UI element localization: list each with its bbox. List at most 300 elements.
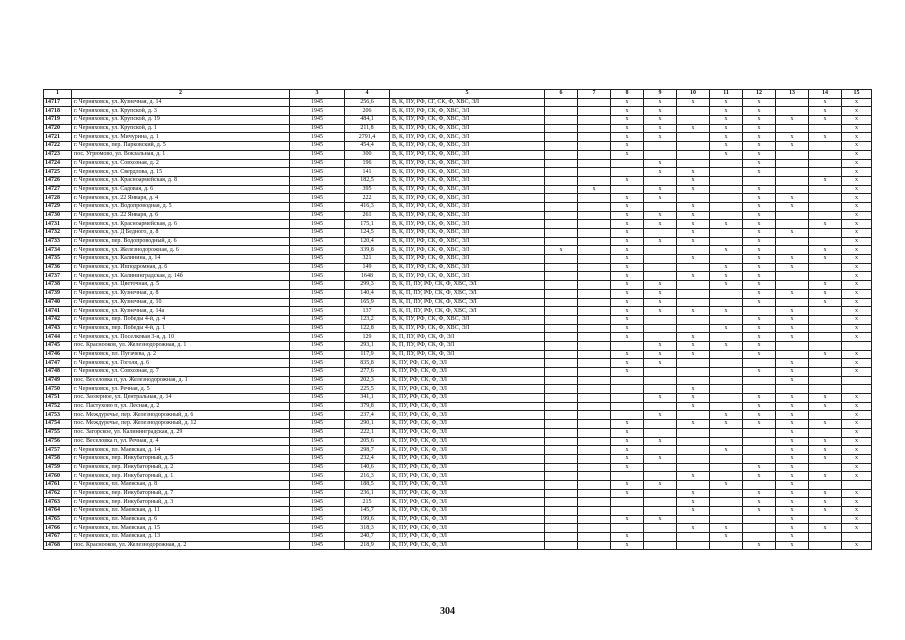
mark-cell bbox=[809, 185, 842, 194]
address-cell: пос. Междуречье, пер. Железнодорожный, д. 6 bbox=[72, 411, 290, 420]
address-cell: г. Черняховск, ул. Поселковая 3-я, д. 10 bbox=[72, 333, 290, 342]
table-row bbox=[44, 498, 872, 507]
mark-cell bbox=[578, 368, 611, 377]
mark-cell: x bbox=[644, 185, 677, 194]
mark-cell: x bbox=[842, 472, 872, 481]
year-cell: 1945 bbox=[290, 394, 345, 403]
mark-cell bbox=[809, 368, 842, 377]
mark-cell: x bbox=[776, 324, 809, 333]
address-cell: г. Черняховск, пер. Победы 4-й, д. 1 bbox=[72, 324, 290, 333]
mark-cell bbox=[545, 237, 578, 246]
mark-cell bbox=[776, 159, 809, 168]
mark-cell: x bbox=[743, 324, 776, 333]
mark-cell bbox=[677, 116, 710, 125]
mark-cell: x bbox=[611, 246, 644, 255]
mark-cell: x bbox=[743, 229, 776, 238]
area-cell: 232,4 bbox=[345, 454, 390, 463]
mark-cell: x bbox=[743, 463, 776, 472]
area-cell: 222,1 bbox=[345, 428, 390, 437]
mark-cell bbox=[710, 333, 743, 342]
mark-cell: x bbox=[743, 116, 776, 125]
row-id: 14728 bbox=[44, 194, 72, 203]
address-cell: г. Черняховск, ул. 22 Января, д. 4 bbox=[72, 194, 290, 203]
mark-cell bbox=[710, 159, 743, 168]
mark-cell: x bbox=[776, 307, 809, 316]
mark-cell: x bbox=[644, 515, 677, 524]
mark-cell bbox=[776, 220, 809, 229]
mark-cell bbox=[710, 368, 743, 377]
mark-cell: x bbox=[644, 281, 677, 290]
mark-cell bbox=[578, 211, 611, 220]
mark-cell bbox=[545, 307, 578, 316]
mark-cell bbox=[578, 281, 611, 290]
mark-cell bbox=[644, 472, 677, 481]
mark-cell: x bbox=[809, 133, 842, 142]
row-id: 14727 bbox=[44, 185, 72, 194]
column-header: 3 bbox=[290, 90, 345, 99]
address-cell: пос. Краснооков, ул. Железнодорожная, д. 1 bbox=[72, 341, 290, 350]
address-cell: пос. Загорское, ул. Калининградская, д. 29 bbox=[72, 428, 290, 437]
mark-cell bbox=[545, 263, 578, 272]
mark-cell: x bbox=[611, 533, 644, 542]
mark-cell bbox=[611, 376, 644, 385]
mark-cell: x bbox=[644, 168, 677, 177]
utilities-cell: К, ПУ, РФ, СК, Ф, ЭЛ bbox=[390, 515, 545, 524]
utilities-cell: К, ПУ, РФ, СК, Ф, ЭЛ bbox=[390, 454, 545, 463]
address-cell: г. Черняховск, ул. Калинина, д. 14 bbox=[72, 255, 290, 264]
year-cell: 1945 bbox=[290, 255, 345, 264]
area-cell: 122,8 bbox=[345, 324, 390, 333]
area-cell: 123,2 bbox=[345, 315, 390, 324]
area-cell: 202,3 bbox=[345, 376, 390, 385]
year-cell: 1945 bbox=[290, 289, 345, 298]
mark-cell: x bbox=[842, 420, 872, 429]
table-row bbox=[44, 394, 872, 403]
utilities-cell: В, К, ПУ, РФ, СК, Ф, ХВС, ЭЛ bbox=[390, 194, 545, 203]
mark-cell: x bbox=[644, 289, 677, 298]
table-row bbox=[44, 472, 872, 481]
mark-cell: x bbox=[842, 307, 872, 316]
year-cell: 1945 bbox=[290, 489, 345, 498]
row-id: 14768 bbox=[44, 541, 72, 550]
row-id: 14731 bbox=[44, 220, 72, 229]
mark-cell: x bbox=[743, 368, 776, 377]
utilities-cell: К, ПУ, РФ, СК, Ф, ЭЛ bbox=[390, 376, 545, 385]
mark-cell: x bbox=[842, 229, 872, 238]
mark-cell: x bbox=[842, 142, 872, 151]
column-header: 10 bbox=[677, 90, 710, 99]
mark-cell: x bbox=[809, 489, 842, 498]
mark-cell: x bbox=[644, 454, 677, 463]
utilities-cell: К, ПУ, РФ, СК, Ф, ЭЛ bbox=[390, 420, 545, 429]
mark-cell bbox=[776, 272, 809, 281]
mark-cell: x bbox=[842, 281, 872, 290]
row-id: 14750 bbox=[44, 385, 72, 394]
table-row bbox=[44, 341, 872, 350]
mark-cell bbox=[710, 315, 743, 324]
mark-cell: x bbox=[743, 159, 776, 168]
mark-cell: x bbox=[743, 315, 776, 324]
table-row bbox=[44, 98, 872, 107]
address-cell: г. Черняховск, ул. Красноармейская, д. 8 bbox=[72, 176, 290, 185]
mark-cell bbox=[644, 315, 677, 324]
mark-cell bbox=[644, 489, 677, 498]
mark-cell: x bbox=[842, 159, 872, 168]
mark-cell bbox=[677, 150, 710, 159]
mark-cell: x bbox=[677, 98, 710, 107]
area-cell: 165,9 bbox=[345, 298, 390, 307]
mark-cell bbox=[545, 376, 578, 385]
mark-cell: x bbox=[611, 463, 644, 472]
row-id: 14749 bbox=[44, 376, 72, 385]
row-id: 14748 bbox=[44, 368, 72, 377]
mark-cell bbox=[743, 176, 776, 185]
mark-cell bbox=[644, 255, 677, 264]
mark-cell bbox=[578, 150, 611, 159]
mark-cell: x bbox=[611, 298, 644, 307]
mark-cell bbox=[545, 176, 578, 185]
table-row bbox=[44, 159, 872, 168]
mark-cell bbox=[578, 333, 611, 342]
utilities-cell: В, К, ПУ, РФ, СК, Ф, ХВС, ЭЛ bbox=[390, 142, 545, 151]
mark-cell: x bbox=[776, 255, 809, 264]
mark-cell bbox=[545, 428, 578, 437]
row-id: 14718 bbox=[44, 107, 72, 116]
mark-cell: x bbox=[776, 524, 809, 533]
mark-cell: x bbox=[677, 307, 710, 316]
mark-cell: x bbox=[842, 324, 872, 333]
table-row bbox=[44, 150, 872, 159]
mark-cell: x bbox=[743, 402, 776, 411]
year-cell: 1945 bbox=[290, 124, 345, 133]
mark-cell bbox=[578, 237, 611, 246]
mark-cell bbox=[545, 420, 578, 429]
mark-cell: x bbox=[743, 272, 776, 281]
address-cell: г. Черняховск, ул. 22 Января, д. 6 bbox=[72, 211, 290, 220]
mark-cell: x bbox=[644, 116, 677, 125]
address-cell: г. Черняховск, ул. Кузнечная, д. 8 bbox=[72, 289, 290, 298]
utilities-cell: К, ПУ, РФ, СК, Ф, ЭЛ bbox=[390, 463, 545, 472]
mark-cell bbox=[611, 507, 644, 516]
mark-cell bbox=[578, 480, 611, 489]
year-cell: 1945 bbox=[290, 454, 345, 463]
mark-cell bbox=[809, 142, 842, 151]
mark-cell: x bbox=[809, 246, 842, 255]
mark-cell bbox=[809, 463, 842, 472]
mark-cell: x bbox=[776, 202, 809, 211]
mark-cell: x bbox=[842, 402, 872, 411]
mark-cell bbox=[710, 385, 743, 394]
table-row bbox=[44, 185, 872, 194]
mark-cell: x bbox=[809, 437, 842, 446]
mark-cell bbox=[710, 394, 743, 403]
mark-cell bbox=[578, 350, 611, 359]
column-header: 15 bbox=[842, 90, 872, 99]
mark-cell bbox=[710, 211, 743, 220]
year-cell: 1945 bbox=[290, 237, 345, 246]
row-id: 14717 bbox=[44, 98, 72, 107]
mark-cell: x bbox=[842, 524, 872, 533]
mark-cell: x bbox=[611, 307, 644, 316]
mark-cell: x bbox=[776, 472, 809, 481]
mark-cell bbox=[677, 324, 710, 333]
mark-cell: x bbox=[611, 124, 644, 133]
area-cell: 205,6 bbox=[345, 437, 390, 446]
mark-cell: x bbox=[677, 255, 710, 264]
mark-cell: x bbox=[677, 237, 710, 246]
mark-cell bbox=[644, 428, 677, 437]
mark-cell bbox=[809, 237, 842, 246]
row-id: 14756 bbox=[44, 437, 72, 446]
mark-cell: x bbox=[710, 98, 743, 107]
mark-cell: x bbox=[776, 402, 809, 411]
address-cell: г. Черняховск, пер. Инкубаторный, д. 2 bbox=[72, 463, 290, 472]
utilities-cell: В, К, ПУ, РФ, СК, Ф, ХВС, ЭЛ bbox=[390, 176, 545, 185]
table-row bbox=[44, 289, 872, 298]
mark-cell: x bbox=[644, 350, 677, 359]
year-cell: 1945 bbox=[290, 307, 345, 316]
utilities-cell: В, К, ПУ, РФ, СГ, СК, Ф, ХВС, ЭЛ bbox=[390, 98, 545, 107]
mark-cell bbox=[677, 454, 710, 463]
mark-cell: x bbox=[611, 437, 644, 446]
mark-cell bbox=[644, 420, 677, 429]
mark-cell bbox=[578, 98, 611, 107]
mark-cell bbox=[578, 437, 611, 446]
address-cell: г. Черняховск, ул. Кузнечная, д. 14а bbox=[72, 307, 290, 316]
mark-cell: x bbox=[644, 298, 677, 307]
utilities-cell: К, ПУ, РФ, СК, Ф, ЭЛ bbox=[390, 394, 545, 403]
year-cell: 1945 bbox=[290, 437, 345, 446]
mark-cell: x bbox=[611, 150, 644, 159]
mark-cell bbox=[578, 498, 611, 507]
mark-cell: x bbox=[677, 211, 710, 220]
mark-cell: x bbox=[776, 359, 809, 368]
mark-cell bbox=[809, 168, 842, 177]
year-cell: 1945 bbox=[290, 507, 345, 516]
table-row bbox=[44, 324, 872, 333]
mark-cell bbox=[545, 168, 578, 177]
table-row bbox=[44, 507, 872, 516]
table-row bbox=[44, 116, 872, 125]
mark-cell: x bbox=[842, 350, 872, 359]
area-cell: 290,1 bbox=[345, 420, 390, 429]
mark-cell bbox=[545, 515, 578, 524]
mark-cell bbox=[809, 124, 842, 133]
table-row bbox=[44, 194, 872, 203]
mark-cell bbox=[644, 333, 677, 342]
table-row bbox=[44, 246, 872, 255]
utilities-cell: К, ПУ, РФ, СК, Ф, ЭЛ bbox=[390, 368, 545, 377]
utilities-cell: В, К, ПУ, РФ, СК, Ф, ХВС, ЭЛ bbox=[390, 263, 545, 272]
utilities-cell: В, К, ПУ, РФ, СК, Ф, ХВС, ЭЛ bbox=[390, 159, 545, 168]
mark-cell: x bbox=[677, 420, 710, 429]
area-cell: 137 bbox=[345, 307, 390, 316]
row-id: 14741 bbox=[44, 307, 72, 316]
mark-cell bbox=[677, 142, 710, 151]
mark-cell: x bbox=[743, 498, 776, 507]
address-cell: г. Черняховск, пл. Пугачева, д. 2 bbox=[72, 350, 290, 359]
table-row bbox=[44, 454, 872, 463]
address-cell: пос. Угрюмово, ул. Вокзальная, д. 1 bbox=[72, 150, 290, 159]
mark-cell bbox=[611, 168, 644, 177]
area-cell: 298,7 bbox=[345, 446, 390, 455]
mark-cell bbox=[578, 446, 611, 455]
mark-cell: x bbox=[743, 289, 776, 298]
address-cell: г. Черняховск, ул. Кузнечная, д. 14 bbox=[72, 98, 290, 107]
area-cell: 188,5 bbox=[345, 480, 390, 489]
mark-cell: x bbox=[611, 515, 644, 524]
mark-cell bbox=[809, 307, 842, 316]
mark-cell bbox=[710, 428, 743, 437]
mark-cell: x bbox=[611, 229, 644, 238]
mark-cell: x bbox=[743, 341, 776, 350]
mark-cell: x bbox=[809, 281, 842, 290]
year-cell: 1945 bbox=[290, 341, 345, 350]
mark-cell bbox=[611, 402, 644, 411]
mark-cell: x bbox=[842, 498, 872, 507]
mark-cell: x bbox=[776, 315, 809, 324]
address-cell: пос. Краснооков, ул. Железнодорожная, д. 2 bbox=[72, 541, 290, 550]
mark-cell bbox=[677, 437, 710, 446]
address-cell: г. Черняховск, ул. Д Бедного, д. 8 bbox=[72, 229, 290, 238]
mark-cell bbox=[809, 541, 842, 550]
mark-cell: x bbox=[710, 307, 743, 316]
mark-cell bbox=[611, 472, 644, 481]
mark-cell bbox=[743, 454, 776, 463]
mark-cell: x bbox=[842, 185, 872, 194]
mark-cell: x bbox=[710, 533, 743, 542]
mark-cell bbox=[578, 107, 611, 116]
address-cell: г. Черняховск, ул. Свердлова, д. 15 bbox=[72, 168, 290, 177]
mark-cell: x bbox=[809, 289, 842, 298]
utilities-cell: К, ПУ, РФ, СК, Ф, ЭЛ bbox=[390, 524, 545, 533]
mark-cell bbox=[644, 272, 677, 281]
mark-cell: x bbox=[842, 454, 872, 463]
year-cell: 1945 bbox=[290, 272, 345, 281]
mark-cell bbox=[578, 246, 611, 255]
mark-cell: x bbox=[644, 359, 677, 368]
area-cell: 211,8 bbox=[345, 124, 390, 133]
utilities-cell: В, К, ПУ, РФ, СК, Ф, ХВС, ЭЛ bbox=[390, 116, 545, 125]
utilities-cell: В, К, ПУ, РФ, СК, Ф, ХВС, ЭЛ bbox=[390, 220, 545, 229]
mark-cell bbox=[644, 463, 677, 472]
mark-cell bbox=[677, 428, 710, 437]
mark-cell bbox=[809, 428, 842, 437]
utilities-cell: В, К, П, ПУ, РФ, СК, Ф, ХВС, ЭЛ bbox=[390, 281, 545, 290]
area-cell: 182,5 bbox=[345, 176, 390, 185]
mark-cell bbox=[545, 446, 578, 455]
address-cell: г. Черняховск, пер. Инкубаторный, д. 5 bbox=[72, 454, 290, 463]
column-header: 1 bbox=[44, 90, 72, 99]
utilities-cell: К, ПУ, РФ, СК, Ф, ЭЛ bbox=[390, 446, 545, 455]
mark-cell: x bbox=[710, 263, 743, 272]
mark-cell bbox=[545, 107, 578, 116]
mark-cell: x bbox=[842, 211, 872, 220]
column-header: 2 bbox=[72, 90, 290, 99]
year-cell: 1945 bbox=[290, 220, 345, 229]
mark-cell: x bbox=[611, 420, 644, 429]
address-cell: г. Черняховск, пл. Маевская, д. 14 bbox=[72, 446, 290, 455]
row-id: 14721 bbox=[44, 133, 72, 142]
address-cell: пос. Веселовка п, ул. Речная, д. 4 bbox=[72, 437, 290, 446]
buildings-table bbox=[43, 89, 872, 550]
mark-cell: x bbox=[842, 315, 872, 324]
mark-cell bbox=[545, 480, 578, 489]
mark-cell: x bbox=[710, 480, 743, 489]
table-row bbox=[44, 428, 872, 437]
mark-cell bbox=[776, 124, 809, 133]
mark-cell: x bbox=[842, 428, 872, 437]
mark-cell: x bbox=[611, 98, 644, 107]
utilities-cell: К, ПУ, РФ, СК, Ф, ЭЛ bbox=[390, 472, 545, 481]
area-cell: 196 bbox=[345, 159, 390, 168]
address-cell: г. Черняховск, ул. Мичурина, д. 1 bbox=[72, 133, 290, 142]
mark-cell bbox=[710, 229, 743, 238]
utilities-cell: К, ПУ, РФ, СК, Ф, ЭЛ bbox=[390, 428, 545, 437]
mark-cell: x bbox=[776, 289, 809, 298]
row-id: 14743 bbox=[44, 324, 72, 333]
utilities-cell: В, К, П, ПУ, РФ, СК, Ф, ХВС, ЭЛ bbox=[390, 298, 545, 307]
mark-cell bbox=[776, 150, 809, 159]
year-cell: 1945 bbox=[290, 194, 345, 203]
mark-cell: x bbox=[809, 394, 842, 403]
column-header: 13 bbox=[776, 90, 809, 99]
mark-cell: x bbox=[809, 107, 842, 116]
mark-cell: x bbox=[611, 202, 644, 211]
mark-cell bbox=[809, 341, 842, 350]
table-row bbox=[44, 133, 872, 142]
address-cell: пос. Веселовка п, ул. Железнодорожная, д. 1 bbox=[72, 376, 290, 385]
address-cell: г. Черняховск, ул. Крупской, д. 1 bbox=[72, 124, 290, 133]
mark-cell bbox=[677, 315, 710, 324]
mark-cell: x bbox=[611, 368, 644, 377]
mark-cell bbox=[776, 185, 809, 194]
mark-cell bbox=[809, 150, 842, 159]
mark-cell bbox=[578, 341, 611, 350]
mark-cell: x bbox=[710, 420, 743, 429]
mark-cell bbox=[710, 376, 743, 385]
mark-cell: x bbox=[743, 150, 776, 159]
mark-cell: x bbox=[677, 394, 710, 403]
mark-cell bbox=[578, 541, 611, 550]
mark-cell: x bbox=[644, 98, 677, 107]
mark-cell bbox=[578, 194, 611, 203]
address-cell: г. Черняховск, пер. Водопроводный, д. 6 bbox=[72, 237, 290, 246]
mark-cell bbox=[545, 498, 578, 507]
table-row bbox=[44, 480, 872, 489]
table-row bbox=[44, 107, 872, 116]
mark-cell: x bbox=[611, 489, 644, 498]
area-cell: 218,9 bbox=[345, 541, 390, 550]
mark-cell: x bbox=[842, 359, 872, 368]
mark-cell: x bbox=[677, 229, 710, 238]
row-id: 14755 bbox=[44, 428, 72, 437]
mark-cell bbox=[677, 194, 710, 203]
mark-cell: x bbox=[743, 489, 776, 498]
mark-cell bbox=[809, 533, 842, 542]
mark-cell: x bbox=[644, 194, 677, 203]
address-cell: г. Черняховск, пл. Маевская, д. 15 bbox=[72, 524, 290, 533]
area-cell: 256,6 bbox=[345, 98, 390, 107]
mark-cell bbox=[776, 246, 809, 255]
mark-cell bbox=[809, 359, 842, 368]
area-cell: 240,7 bbox=[345, 533, 390, 542]
mark-cell bbox=[611, 159, 644, 168]
mark-cell: x bbox=[809, 176, 842, 185]
utilities-cell: В, К, ПУ, РФ, СК, Ф, ХВС, ЭЛ bbox=[390, 211, 545, 220]
area-cell: 293,1 bbox=[345, 341, 390, 350]
mark-cell bbox=[710, 507, 743, 516]
